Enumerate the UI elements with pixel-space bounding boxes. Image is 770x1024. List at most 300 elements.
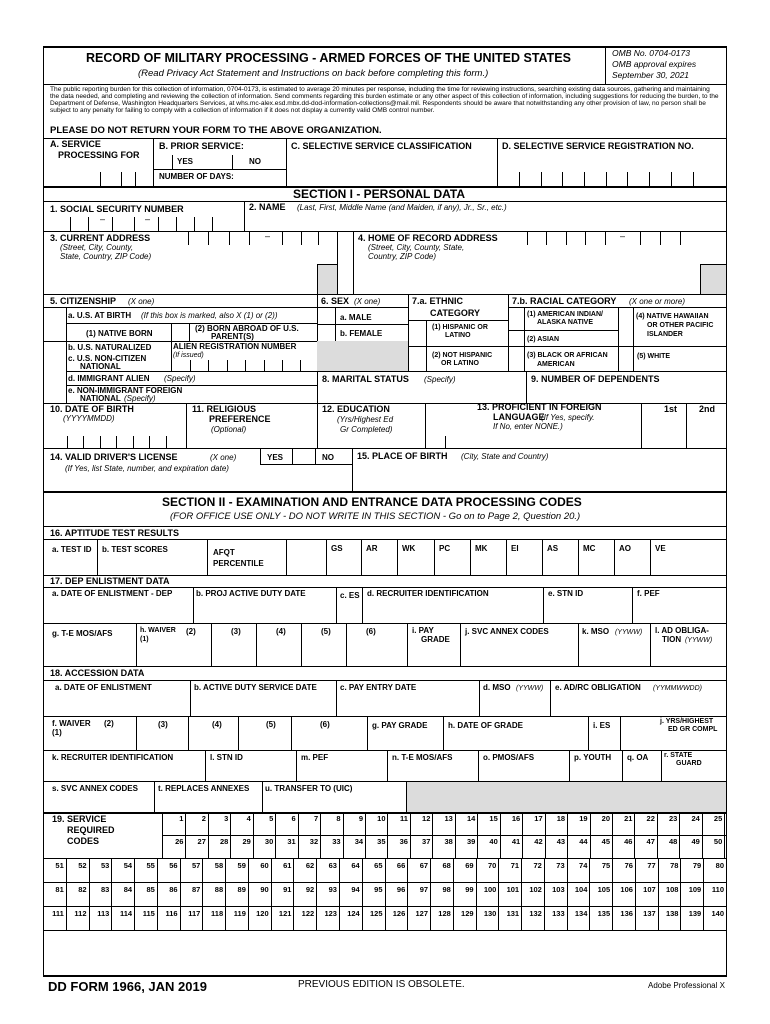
- service-code-number: 38: [444, 837, 453, 846]
- b-prior-service-label: B. PRIOR SERVICE:: [159, 141, 244, 151]
- dep-k-format: (YYWW): [615, 629, 643, 636]
- service-code-number: 29: [242, 837, 251, 846]
- service-code-number: 59: [237, 861, 246, 870]
- score-ei: EI: [511, 544, 519, 553]
- service-code-number: 51: [55, 861, 64, 870]
- service-code-number: 10: [377, 814, 386, 823]
- acc-c-label: c. PAY ENTRY DATE: [340, 683, 417, 692]
- dep-d-label: d. RECRUITER IDENTIFICATION: [367, 589, 489, 598]
- service-code-number: 138: [665, 909, 679, 918]
- service-code-number: 98: [442, 885, 451, 894]
- acc-f3: (3): [158, 720, 168, 729]
- service-code-number: 15: [489, 814, 498, 823]
- cit-e-national: NATIONAL: [80, 394, 121, 403]
- dep-l-format: (YYWW): [685, 637, 713, 644]
- service-code-number: 82: [78, 885, 87, 894]
- dep-h3: (3): [231, 627, 241, 636]
- service-code-number: 103: [552, 885, 565, 894]
- acc-r-label: r. STATE: [664, 752, 693, 759]
- dep-h4: (4): [276, 627, 286, 636]
- service-code-number: 2: [201, 814, 206, 823]
- service-code-number: 108: [665, 885, 679, 894]
- sex-x-one: (X one): [354, 297, 381, 306]
- service-code-number: 130: [483, 909, 497, 918]
- service-code-number: 43: [556, 837, 566, 846]
- current-address-hint2: State, Country, ZIP Code): [60, 252, 152, 261]
- service-code-number: 57: [192, 861, 201, 870]
- d-selective-reg-label: D. SELECTIVE SERVICE REGISTRATION NO.: [502, 141, 694, 151]
- service-code-number: 117: [188, 909, 201, 918]
- dep-l-tion: TION: [662, 635, 682, 644]
- service-code-number: 101: [506, 885, 520, 894]
- service-code-number: 132: [529, 909, 542, 918]
- service-code-number: 36: [399, 837, 408, 846]
- service-code-number: 24: [691, 814, 700, 823]
- racial-hawaiian-2: OR OTHER PACIFIC: [647, 322, 714, 329]
- service-code-rowline: [163, 835, 726, 836]
- sex-female-label: b. FEMALE: [340, 329, 383, 338]
- language-label: 13. PROFICIENT IN FOREIGN: [477, 402, 602, 412]
- service-code-number: 81: [55, 885, 64, 894]
- accession-label: 18. ACCESSION DATA: [50, 668, 145, 678]
- service-code-number: 87: [192, 885, 201, 894]
- service-code-number: 102: [529, 885, 542, 894]
- service-code-number: 25: [713, 814, 723, 823]
- dep-h1: (1): [140, 636, 149, 643]
- acc-u-label: u. TRANSFER TO (UIC): [265, 784, 353, 793]
- license-x-one: (X one): [210, 453, 237, 462]
- service-code-number: 40: [489, 837, 498, 846]
- section2-subtitle: (FOR OFFICE USE ONLY - DO NOT WRITE IN THIS SECTION - Go on to Page 2, Question 20.): [170, 511, 581, 522]
- acc-k-label: k. RECRUITER IDENTIFICATION: [52, 753, 174, 762]
- service-code-number: 70: [487, 861, 497, 870]
- racial-black: (3) BLACK OR AFRICAN: [527, 352, 608, 359]
- service-code-number: 129: [461, 909, 474, 918]
- service-code-number: 39: [466, 837, 476, 846]
- pob-hint: (City, State and Country): [461, 452, 549, 461]
- service-code-number: 119: [233, 909, 246, 918]
- service-code-number: 122: [301, 909, 315, 918]
- omb-number: OMB No. 0704-0173: [612, 48, 690, 58]
- cit-a2-label: (2) BORN ABROAD OF U.S.: [195, 324, 299, 333]
- service-code-number: 90: [260, 885, 269, 894]
- service-code-number: 28: [220, 837, 229, 846]
- number-of-days-label: NUMBER OF DAYS:: [159, 172, 234, 181]
- service-code-number: 113: [97, 909, 110, 918]
- ethnic-category: CATEGORY: [430, 308, 481, 318]
- score-ar: AR: [366, 544, 378, 553]
- service-code-number: 71: [510, 861, 520, 870]
- service-code-number: 7: [313, 814, 319, 823]
- svc-label-1: 19. SERVICE: [52, 814, 107, 824]
- service-code-number: 86: [169, 885, 178, 894]
- racial-amind: (1) AMERICAN INDIAN/: [527, 311, 603, 318]
- service-code-number: 50: [713, 837, 723, 846]
- service-code-number: 21: [624, 814, 633, 823]
- service-code-number: 19: [579, 814, 588, 823]
- service-code-number: 27: [197, 837, 206, 846]
- service-code-number: 30: [264, 837, 274, 846]
- service-code-number: 107: [643, 885, 656, 894]
- service-code-number: 31: [287, 837, 296, 846]
- dep-i-grade: GRADE: [421, 635, 450, 644]
- dep-b-label: b. PROJ ACTIVE DUTY DATE: [196, 589, 306, 598]
- language-hint: (If Yes, specify.: [541, 413, 595, 422]
- name-hint: (Last, First, Middle Name (and Maiden, if any), Jr., Sr., etc.): [297, 203, 507, 212]
- aptitude-label: 16. APTITUDE TEST RESULTS: [50, 528, 180, 538]
- current-address-label: 3. CURRENT ADDRESS: [50, 233, 151, 243]
- service-code-number: 6: [291, 814, 296, 823]
- service-code-number: 128: [438, 909, 451, 918]
- service-code-number: 72: [533, 861, 542, 870]
- acc-j-label: j. YRS/HIGHEST: [660, 718, 714, 725]
- a-service-label: A. SERVICE: [50, 139, 101, 149]
- score-gs: GS: [331, 544, 343, 553]
- acc-h-label: h. DATE OF GRADE: [448, 721, 523, 730]
- home-address-hint1: (Street, City, County, State,: [368, 243, 465, 252]
- acc-f-label: f. WAIVER: [52, 719, 91, 728]
- service-code-number: 37: [422, 837, 431, 846]
- prior-no-label: NO: [249, 157, 261, 166]
- acc-n-label: n. T-E MOS/AFS: [392, 753, 453, 762]
- lang-second: 2nd: [699, 404, 716, 414]
- racial-hawaiian: (4) NATIVE HAWAIIAN: [636, 313, 709, 320]
- service-code-number: 18: [556, 814, 566, 823]
- service-code-number: 136: [620, 909, 633, 918]
- adobe-mark: Adobe Professional X: [648, 981, 725, 990]
- racial-white: (5) WHITE: [637, 353, 671, 360]
- service-code-number: 96: [396, 885, 406, 894]
- dep-l-label: l. AD OBLIGA-: [655, 626, 709, 635]
- home-address-label: 4. HOME OF RECORD ADDRESS: [358, 233, 498, 243]
- service-code-number: 26: [175, 837, 184, 846]
- citizenship-label: 5. CITIZENSHIP: [50, 296, 117, 306]
- pob-label: 15. PLACE OF BIRTH: [357, 451, 448, 461]
- dep-label: 17. DEP ENLISTMENT DATA: [50, 576, 170, 586]
- acc-m-label: m. PEF: [301, 753, 329, 762]
- service-code-number: 3: [224, 814, 229, 823]
- sex-label: 6. SEX: [321, 296, 350, 306]
- svc-label-3: CODES: [67, 836, 100, 846]
- acc-t-label: t. REPLACES ANNEXES: [158, 784, 250, 793]
- service-code-number: 42: [534, 837, 543, 846]
- omb-approval: OMB approval expires: [612, 59, 697, 69]
- service-code-number: 46: [624, 837, 633, 846]
- service-code-number: 67: [419, 861, 429, 870]
- score-wk: WK: [402, 544, 416, 553]
- afqt-percentile: PERCENTILE: [213, 559, 264, 568]
- home-address-hint2: Country, ZIP Code): [368, 252, 437, 261]
- name-label: 2. NAME: [249, 202, 286, 212]
- acc-g-label: g. PAY GRADE: [372, 721, 428, 730]
- cit-e-label: e. NON-IMMIGRANT FOREIGN: [68, 386, 183, 395]
- service-code-number: 32: [309, 837, 319, 846]
- form-number: DD FORM 1966, JAN 2019: [48, 979, 207, 994]
- service-code-number: 127: [415, 909, 429, 918]
- dep-a-label: a. DATE OF ENLISTMENT - DEP: [52, 589, 173, 598]
- citizenship-x-one: (X one): [128, 297, 155, 306]
- service-code-number: 111: [52, 909, 64, 918]
- racial-amind-2: ALASKA NATIVE: [537, 319, 593, 326]
- service-code-number: 74: [579, 861, 588, 870]
- service-code-number: 56: [169, 861, 178, 870]
- service-code-number: 115: [142, 909, 155, 918]
- score-pc: PC: [439, 544, 451, 553]
- racial-x-more: (X one or more): [629, 297, 686, 306]
- service-code-number: 8: [336, 814, 341, 823]
- cit-c-label: c. U.S. NON-CITIZEN: [68, 354, 147, 363]
- service-code-number: 4: [246, 814, 251, 823]
- service-code-number: 83: [100, 885, 110, 894]
- service-code-number: 69: [465, 861, 474, 870]
- service-code-number: 62: [305, 861, 315, 870]
- cit-a2-parent: PARENT(S): [211, 332, 254, 341]
- service-code-divider: [724, 835, 725, 858]
- service-code-number: 95: [374, 885, 383, 894]
- dep-h6: (6): [366, 627, 376, 636]
- cit-d-specify: (Specify): [164, 374, 196, 383]
- frame-bottom: [43, 975, 727, 977]
- service-code-number: 75: [601, 861, 611, 870]
- marital-label: 8. MARITAL STATUS: [322, 374, 409, 384]
- service-code-number: 5: [269, 814, 274, 823]
- service-code-number: 53: [100, 861, 110, 870]
- cit-a-hint: (If this box is marked, also X (1) or (2)): [141, 311, 278, 320]
- racial-asian: (2) ASIAN: [527, 336, 560, 343]
- acc-s-label: s. SVC ANNEX CODES: [52, 784, 138, 793]
- racial-hawaiian-3: ISLANDER: [647, 331, 683, 338]
- service-code-number: 137: [643, 909, 656, 918]
- ethnic-hispanic: (1) HISPANIC OR: [432, 324, 488, 331]
- dep-h-label: h. WAIVER: [140, 627, 176, 634]
- acc-b-label: b. ACTIVE DUTY SERVICE DATE: [194, 683, 317, 692]
- service-code-number: 91: [283, 885, 292, 894]
- service-code-number: 124: [347, 909, 360, 918]
- sex-male-label: a. MALE: [340, 313, 372, 322]
- ssn-label: 1. SOCIAL SECURITY NUMBER: [50, 204, 184, 214]
- service-code-number: 16: [511, 814, 521, 823]
- service-code-number: 79: [692, 861, 702, 870]
- language-label-2: LANGUAGE: [493, 412, 545, 422]
- service-code-number: 89: [237, 885, 246, 894]
- dep-h2: (2): [186, 627, 196, 636]
- service-code-number: 17: [534, 814, 543, 823]
- score-ao: AO: [619, 544, 631, 553]
- cit-d-label: d. IMMIGRANT ALIEN: [68, 374, 150, 383]
- service-code-number: 114: [119, 909, 133, 918]
- service-code-number: 41: [511, 837, 521, 846]
- service-code-number: 60: [260, 861, 269, 870]
- dep-c-label: c. ES: [340, 591, 360, 600]
- dep-g-label: g. T-E MOS/AFS: [52, 629, 113, 638]
- service-code-number: 112: [74, 909, 87, 918]
- marital-specify: (Specify): [424, 375, 456, 384]
- religious-pref: PREFERENCE: [209, 414, 271, 424]
- license-label: 14. VALID DRIVER'S LICENSE: [50, 452, 178, 462]
- cit-a-label: a. U.S. AT BIRTH: [68, 311, 132, 320]
- dep-h5: (5): [321, 627, 331, 636]
- service-code-number: 105: [597, 885, 611, 894]
- service-code-number: 134: [574, 909, 588, 918]
- service-code-number: 35: [377, 837, 386, 846]
- test-id-label: a. TEST ID: [52, 545, 92, 554]
- service-code-number: 97: [419, 885, 429, 894]
- service-code-number: 99: [465, 885, 474, 894]
- service-code-number: 20: [601, 814, 610, 823]
- ethnic-hispanic-2: LATINO: [445, 332, 471, 339]
- service-code-number: 88: [214, 885, 224, 894]
- dep-f-label: f. PEF: [637, 589, 660, 598]
- service-code-number: 126: [392, 909, 406, 918]
- service-code-number: 12: [422, 814, 431, 823]
- service-code-number: 94: [351, 885, 360, 894]
- service-code-number: 140: [711, 909, 724, 918]
- if-issued-hint: (If issued): [173, 352, 204, 359]
- service-code-number: 54: [123, 861, 133, 870]
- acc-p-label: p. YOUTH: [574, 753, 612, 762]
- service-code-number: 118: [211, 909, 224, 918]
- afqt-label: AFQT: [213, 548, 235, 557]
- service-code-number: 123: [324, 909, 337, 918]
- service-code-number: 14: [466, 814, 476, 823]
- service-code-number: 77: [647, 861, 656, 870]
- acc-r-guard: GUARD: [676, 760, 702, 767]
- license-no: NO: [322, 453, 334, 462]
- service-code-number: 52: [78, 861, 87, 870]
- service-code-number: 92: [305, 885, 315, 894]
- service-code-number: 76: [624, 861, 633, 870]
- dep-e-label: e. STN ID: [548, 589, 584, 598]
- prior-yes-label: YES: [177, 157, 194, 166]
- license-hint: (If Yes, list State, number, and expiration date): [65, 464, 229, 473]
- service-code-number: 100: [483, 885, 497, 894]
- service-code-number: 125: [369, 909, 383, 918]
- education-label: 12. EDUCATION: [322, 404, 390, 414]
- lang-first: 1st: [664, 404, 678, 414]
- service-code-number: 33: [332, 837, 341, 846]
- service-code-number: 11: [400, 814, 408, 823]
- service-code-number: 1: [179, 814, 184, 823]
- service-code-number: 78: [670, 861, 679, 870]
- service-code-number: 23: [669, 814, 678, 823]
- service-code-number: 49: [691, 837, 700, 846]
- burden-statement: The public reporting burden for this collection of information, 0704-0173, is estimated to average 20 minutes per response, including the time for reviewing instructions, searching existing data sources, gathering and maintaining the data needed, and completing and reviewing the collection of information. Send comments regarding this burden estimate or any other aspect of this collection of information, including suggestions for reducing the burden, to the Department of Defense, Washington Headquarters Services, at whs.mc-alex.esd.mbx.dd-dod-information-collections@mail.mil. Respondents should be aware that notwithstanding any other provision of law, no person shall be subject to any penalty for failing to comply with a collection of information if it does not display a currently valid OMB control number.: [50, 86, 719, 115]
- service-code-number: 120: [256, 909, 269, 918]
- service-code-number: 13: [444, 814, 453, 823]
- a-processing-label: PROCESSING FOR: [58, 150, 140, 160]
- ethnic-not-hispanic-2: OR LATINO: [441, 360, 479, 367]
- dob-label: 10. DATE OF BIRTH: [50, 404, 134, 414]
- cit-c-national: NATIONAL: [80, 362, 121, 371]
- service-code-number: 45: [601, 837, 610, 846]
- acc-d-format: (YYWW): [516, 685, 544, 692]
- acc-f5: (5): [266, 720, 276, 729]
- acc-a-label: a. DATE OF ENLISTMENT: [55, 683, 152, 692]
- acc-f4: (4): [212, 720, 222, 729]
- service-code-number: 116: [165, 909, 178, 918]
- service-code-number: 63: [328, 861, 337, 870]
- acc-l-label: l. STN ID: [210, 753, 243, 762]
- service-code-number: 135: [597, 909, 611, 918]
- education-hint: (Yrs/Highest Ed: [337, 415, 394, 424]
- service-code-number: 64: [351, 861, 360, 870]
- ethnic-label: 7.a. ETHNIC: [412, 296, 464, 306]
- service-code-number: 34: [354, 837, 364, 846]
- acc-o-label: o. PMOS/AFS: [483, 753, 535, 762]
- ethnic-not-hispanic: (2) NOT HISPANIC: [432, 352, 493, 359]
- current-address-hint1: (Street, City, County,: [60, 243, 134, 252]
- service-code-number: 47: [646, 837, 655, 846]
- dependents-label: 9. NUMBER OF DEPENDENTS: [531, 374, 660, 384]
- acc-d-label: d. MSO: [483, 683, 511, 692]
- cit-b-label: b. U.S. NATURALIZED: [68, 343, 152, 352]
- service-code-number: 66: [396, 861, 406, 870]
- service-code-divider: [724, 812, 725, 835]
- service-code-number: 93: [328, 885, 337, 894]
- service-code-number: 44: [579, 837, 588, 846]
- service-code-number: 106: [620, 885, 633, 894]
- service-code-number: 22: [646, 814, 655, 823]
- score-as: AS: [547, 544, 559, 553]
- education-hint2: Gr Completed): [340, 425, 393, 434]
- service-code-number: 55: [146, 861, 155, 870]
- dep-j-label: j. SVC ANNEX CODES: [465, 627, 549, 636]
- svc-label-2: REQUIRED: [67, 825, 115, 835]
- racial-label: 7.b. RACIAL CATEGORY: [512, 296, 617, 306]
- service-code-number: 139: [688, 909, 702, 918]
- cit-a1-label: (1) NATIVE BORN: [86, 329, 153, 338]
- service-code-number: 121: [278, 909, 292, 918]
- dob-format: (YYYYMMDD): [63, 414, 115, 423]
- section2-title: SECTION II - EXAMINATION AND ENTRANCE DATA PROCESSING CODES: [162, 495, 582, 509]
- alien-reg-label: ALIEN REGISTRATION NUMBER: [173, 342, 297, 351]
- racial-black-2: AMERICAN: [537, 361, 575, 368]
- service-code-number: 109: [688, 885, 702, 894]
- acc-f2: (2): [104, 719, 114, 728]
- service-code-number: 85: [146, 885, 155, 894]
- previous-edition: PREVIOUS EDITION IS OBSOLETE.: [298, 979, 465, 990]
- religious-label: 11. RELIGIOUS: [192, 404, 257, 414]
- acc-f1: (1): [52, 728, 62, 737]
- religious-optional: (Optional): [211, 425, 247, 434]
- service-code-number: 58: [214, 861, 224, 870]
- license-yes: YES: [267, 453, 284, 462]
- acc-e-format: (YYMMWWDD): [653, 685, 702, 692]
- section1-title: SECTION I - PERSONAL DATA: [293, 187, 466, 201]
- acc-f6: (6): [320, 720, 330, 729]
- dep-i-label: i. PAY: [412, 626, 434, 635]
- cit-e-specify: (Specify): [124, 394, 156, 403]
- c-selective-class-label: C. SELECTIVE SERVICE CLASSIFICATION: [291, 141, 472, 151]
- service-code-number: 110: [711, 885, 724, 894]
- acc-i-label: i. ES: [593, 721, 611, 730]
- acc-j-label-2: ED GR COMPL: [668, 726, 718, 733]
- service-code-number: 84: [123, 885, 133, 894]
- omb-date: September 30, 2021: [612, 70, 690, 80]
- service-code-number: 104: [574, 885, 588, 894]
- score-mk: MK: [475, 544, 488, 553]
- do-not-return: PLEASE DO NOT RETURN YOUR FORM TO THE ABOVE ORGANIZATION.: [50, 125, 382, 136]
- dep-k-label: k. MSO: [582, 627, 610, 636]
- service-code-number: 9: [358, 814, 364, 823]
- service-code-number: 131: [506, 909, 520, 918]
- service-code-number: 73: [556, 861, 565, 870]
- service-code-number: 80: [715, 861, 724, 870]
- acc-q-label: q. OA: [627, 753, 649, 762]
- score-mc: MC: [583, 544, 596, 553]
- score-ve: VE: [655, 544, 666, 553]
- service-code-number: 48: [669, 837, 678, 846]
